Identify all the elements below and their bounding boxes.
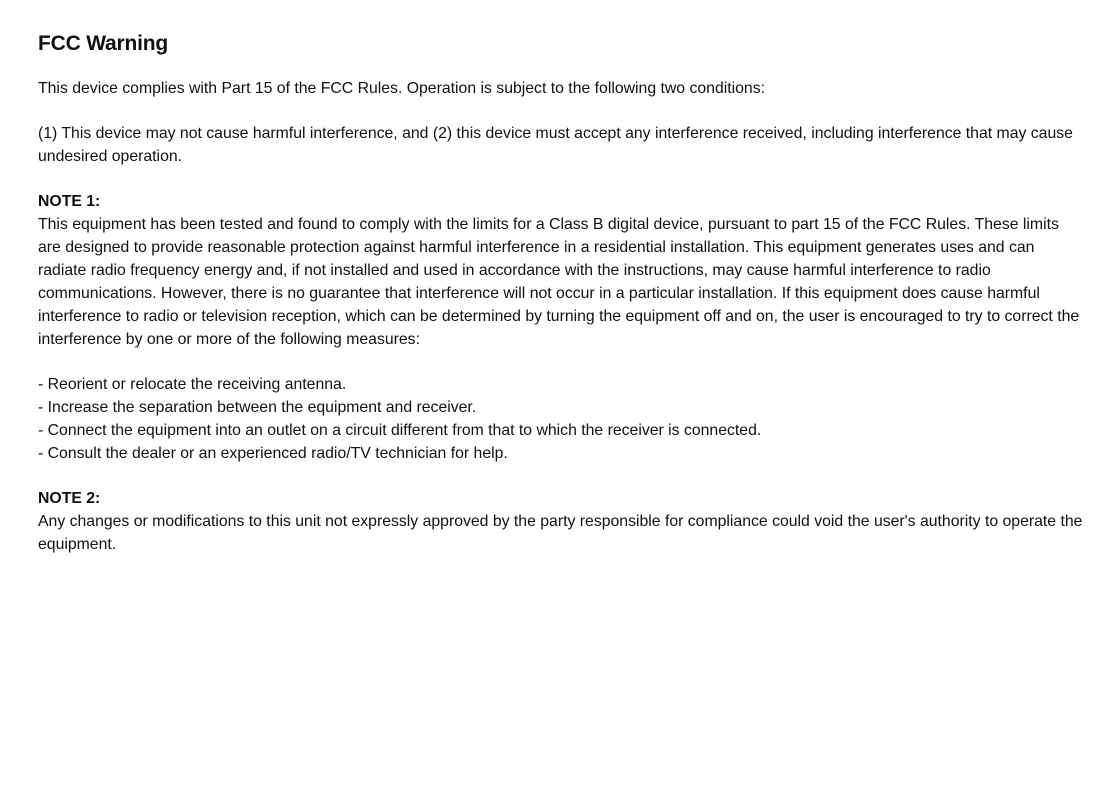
list-item: - Connect the equipment into an outlet on a circuit different from that to which the receiver is connected. — [38, 422, 762, 439]
page-title: FCC Warning — [38, 32, 169, 55]
note-2-heading: NOTE 2: — [38, 490, 101, 507]
intro-paragraph: This device complies with Part 15 of the FCC Rules. Operation is subject to the following two conditions: — [38, 80, 765, 97]
note-1-heading: NOTE 1: — [38, 193, 101, 210]
list-item: - Consult the dealer or an experienced radio/TV technician for help. — [38, 445, 508, 462]
note-1-section — [38, 190, 1083, 465]
list-item: - Increase the separation between the equipment and receiver. — [38, 399, 477, 416]
fcc-warning-document — [38, 30, 1083, 556]
conditions-paragraph: (1) This device may not cause harmful interference, and (2) this device must accept any interference received, including interference that may cause undesired operation. — [38, 125, 1073, 165]
note-2-body: Any changes or modifications to this unit not expressly approved by the party responsible for compliance could void the user's authority to operate the equipment. — [38, 513, 1083, 553]
note-2-section — [38, 487, 1083, 556]
measures-list — [38, 373, 1083, 465]
list-item: - Reorient or relocate the receiving antenna. — [38, 376, 347, 393]
note-1-body: This equipment has been tested and found to comply with the limits for a Class B digital device, pursuant to part 15 of the FCC Rules. These limits are designed to provide reasonable protection against harmful interference in a residential installation. This equipment generates uses and can radiate radio frequency energy and, if not installed and used in accordance with the instructions, may cause harmful interference to radio communications. However, there is no guarantee that interference will not occur in a particular installation. If this equipment does cause harmful interference to radio or television reception, which can be determined by turning the equipment off and on, the user is encouraged to try to correct the interference by one or more of the following measures: — [38, 216, 1080, 348]
